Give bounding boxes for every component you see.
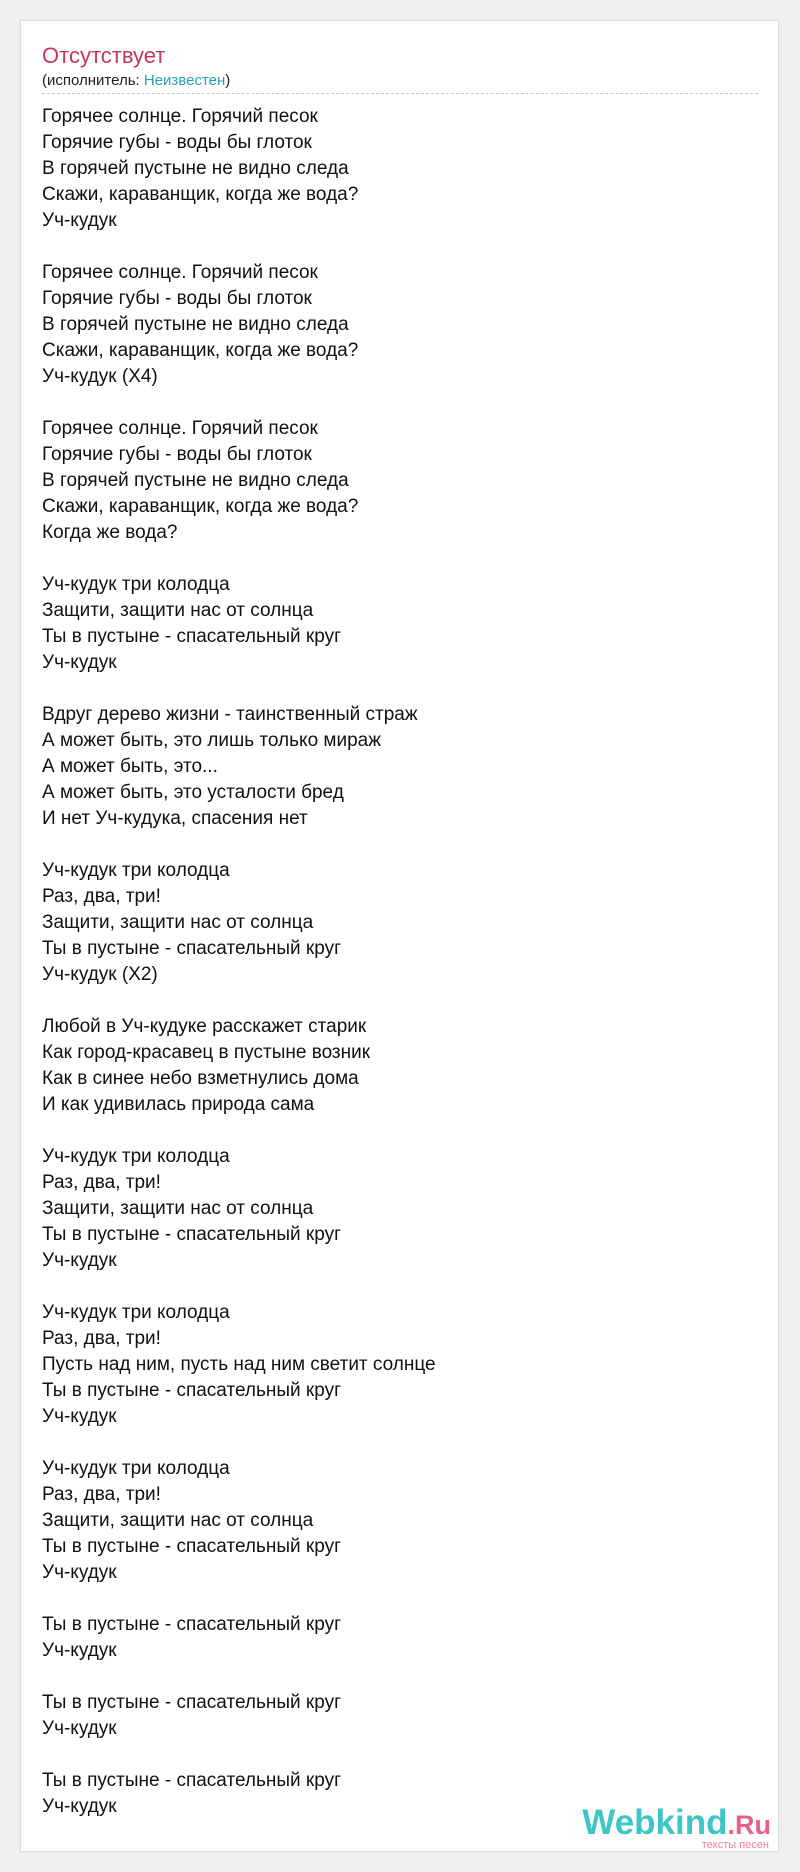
lyric-line: А может быть, это лишь только мираж bbox=[42, 730, 381, 751]
lyric-line: Ты в пустыне - спасательный круг bbox=[42, 938, 342, 959]
lyric-line: В горячей пустыне не видно следа bbox=[42, 314, 349, 335]
lyric-line: Скажи, караванщик, когда же вода? bbox=[42, 184, 359, 205]
lyric-line: Когда же вода? bbox=[42, 522, 178, 543]
lyric-line: Горячие губы - воды бы глоток bbox=[42, 288, 312, 309]
lyric-line: Уч-кудук bbox=[42, 1796, 117, 1817]
lyric-line: Ты в пустыне - спасательный круг bbox=[42, 1380, 342, 1401]
lyric-line: Раз, два, три! bbox=[42, 1484, 161, 1505]
stanza-gap bbox=[42, 1664, 742, 1690]
lyric-line: Ты в пустыне - спасательный круг bbox=[42, 1536, 342, 1557]
lyric-line: Вдруг дерево жизни - таинственный страж bbox=[42, 704, 418, 725]
lyric-line: Горячие губы - воды бы глоток bbox=[42, 444, 312, 465]
title-divider bbox=[42, 93, 758, 94]
lyric-line: Как в синее небо взметнулись дома bbox=[42, 1068, 359, 1089]
artist-link[interactable]: Неизвестен bbox=[143, 72, 226, 89]
lyric-line: И нет Уч-кудука, спасения нет bbox=[42, 808, 308, 829]
stanza-gap bbox=[42, 1274, 742, 1300]
logo-name: Webkind bbox=[582, 1803, 728, 1842]
lyrics-body bbox=[42, 104, 742, 1820]
stanza-gap bbox=[42, 546, 742, 572]
lyric-line: Ты в пустыне - спасательный круг bbox=[42, 1692, 342, 1713]
logo-tagline: тексты песен bbox=[701, 1839, 769, 1851]
stanza-gap bbox=[42, 390, 742, 416]
lyric-line: Как город-красавец в пустыне возник bbox=[42, 1042, 371, 1063]
lyric-line: Уч-кудук (Х4) bbox=[42, 366, 158, 387]
lyric-line: Уч-кудук (Х2) bbox=[42, 964, 158, 985]
lyric-line: Защити, защити нас от солнца bbox=[42, 600, 314, 621]
lyric-line: Горячие губы - воды бы глоток bbox=[42, 132, 312, 153]
artist-suffix: ) bbox=[225, 72, 231, 89]
lyric-line: Уч-кудук три колодца bbox=[42, 1458, 230, 1479]
artist-prefix: (исполнитель: bbox=[42, 72, 144, 89]
site-logo[interactable] bbox=[582, 1805, 771, 1851]
stanza-gap bbox=[42, 1118, 742, 1144]
lyric-line: Уч-кудук три колодца bbox=[42, 1302, 230, 1323]
lyric-line: Уч-кудук bbox=[42, 1718, 117, 1739]
lyric-line: Ты в пустыне - спасательный круг bbox=[42, 1614, 342, 1635]
lyric-line: Пусть над ним, пусть над ним светит солнце bbox=[42, 1354, 436, 1375]
stanza-gap bbox=[42, 676, 742, 702]
lyric-line: Раз, два, три! bbox=[42, 1172, 161, 1193]
lyric-line: Скажи, караванщик, когда же вода? bbox=[42, 340, 359, 361]
lyric-line: Скажи, караванщик, когда же вода? bbox=[42, 496, 359, 517]
lyric-line: Горячее солнце. Горячий песок bbox=[42, 418, 318, 439]
lyric-line: Уч-кудук три колодца bbox=[42, 574, 230, 595]
stanza-gap bbox=[42, 1742, 742, 1768]
lyric-line: Любой в Уч-кудуке расскажет старик bbox=[42, 1016, 367, 1037]
lyric-line: В горячей пустыне не видно следа bbox=[42, 470, 349, 491]
stanza-gap bbox=[42, 988, 742, 1014]
lyric-line: Уч-кудук bbox=[42, 1406, 117, 1427]
lyric-line: И как удивилась природа сама bbox=[42, 1094, 315, 1115]
lyric-line: Уч-кудук bbox=[42, 210, 117, 231]
lyric-line: Защити, защити нас от солнца bbox=[42, 912, 314, 933]
logo-wordmark bbox=[582, 1805, 771, 1843]
lyric-line: Уч-кудук три колодца bbox=[42, 860, 230, 881]
lyric-line: В горячей пустыне не видно следа bbox=[42, 158, 349, 179]
lyric-line: А может быть, это... bbox=[42, 756, 218, 777]
lyric-line: А может быть, это усталости бред bbox=[42, 782, 344, 803]
song-title: Отсутствует bbox=[42, 43, 166, 68]
lyric-line: Уч-кудук bbox=[42, 652, 117, 673]
lyric-line: Уч-кудук bbox=[42, 1250, 117, 1271]
logo-tld: .Ru bbox=[727, 1810, 771, 1840]
lyric-line: Уч-кудук bbox=[42, 1562, 117, 1583]
lyric-line: Раз, два, три! bbox=[42, 1328, 161, 1349]
lyric-line: Уч-кудук три колодца bbox=[42, 1146, 230, 1167]
lyric-line: Защити, защити нас от солнца bbox=[42, 1198, 314, 1219]
lyric-line: Горячее солнце. Горячий песок bbox=[42, 106, 318, 127]
artist-line bbox=[42, 72, 230, 89]
lyric-line: Ты в пустыне - спасательный круг bbox=[42, 1770, 342, 1791]
lyric-line: Уч-кудук bbox=[42, 1640, 117, 1661]
lyric-line: Раз, два, три! bbox=[42, 886, 161, 907]
stanza-gap bbox=[42, 1430, 742, 1456]
lyric-line: Защити, защити нас от солнца bbox=[42, 1510, 314, 1531]
stanza-gap bbox=[42, 832, 742, 858]
stanza-gap bbox=[42, 1586, 742, 1612]
lyric-line: Горячее солнце. Горячий песок bbox=[42, 262, 318, 283]
lyric-line: Ты в пустыне - спасательный круг bbox=[42, 626, 342, 647]
stanza-gap bbox=[42, 234, 742, 260]
lyric-line: Ты в пустыне - спасательный круг bbox=[42, 1224, 342, 1245]
